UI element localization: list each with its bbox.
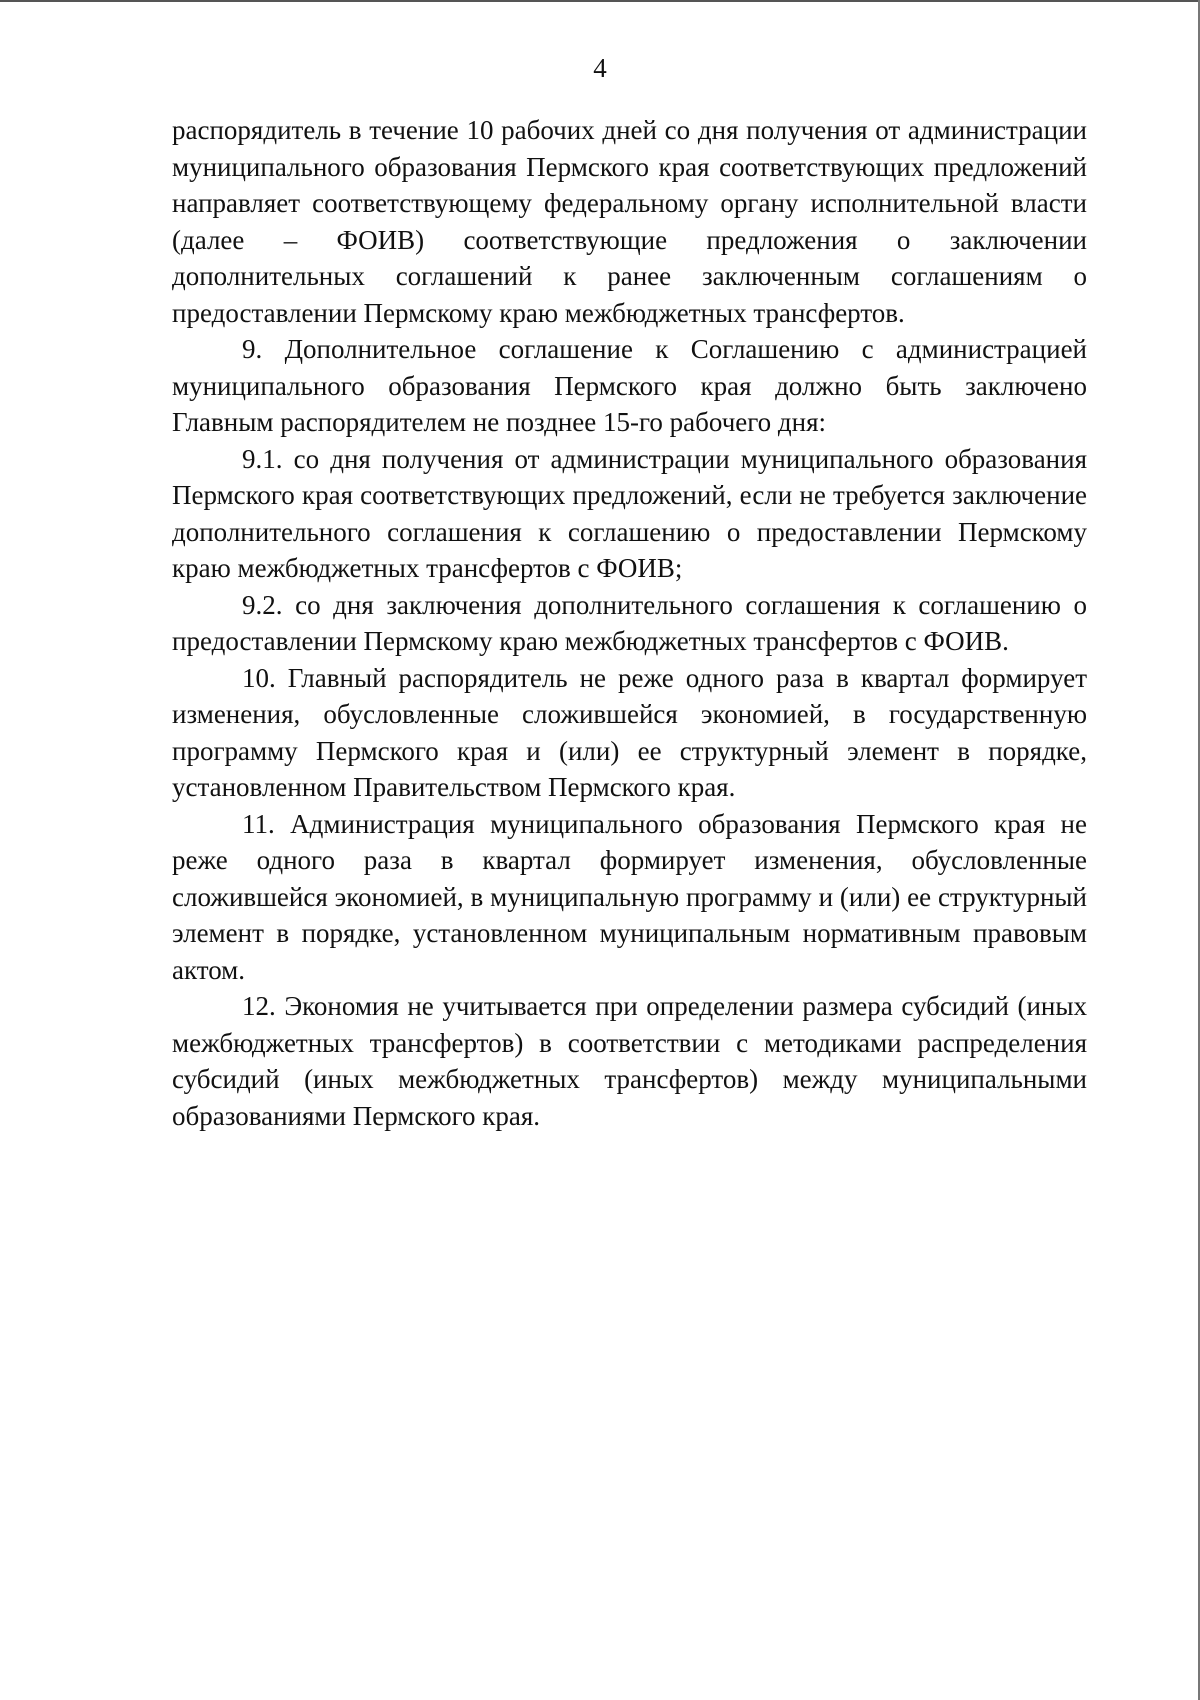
document-body (172, 112, 1087, 1134)
paragraph-11: 11. Администрация муниципального образования Пермского края не реже одного раза в квартал формирует изменения, обусловленные сложившейся экономией, в муниципальную программу и (или) ее структурный элемент в порядке, установленном муниципальным нормативным правовым актом. (172, 808, 1087, 985)
paragraph-9: 9. Дополнительное соглашение к Соглашению с администрацией муниципального образования Пермского края должно быть заключено Главным распорядителем не позднее 15-го рабочего дня: (172, 334, 1087, 437)
paragraph-continuation: распорядитель в течение 10 рабочих дней со дня получения от администрации муниципального образования Пермского края соответствующих предложений направляет соответствующему федеральному органу исполнительной власти (далее – ФОИВ) соответствующие предложения о заключении дополнительных соглашений к ранее заключенным соглашениям о предоставлении Пермскому краю межбюджетных трансфертов. (172, 115, 1087, 328)
paragraph-10: 10. Главный распорядитель не реже одного раза в квартал формирует изменения, обусловленные сложившейся экономией, в государственную программу Пермского края и (или) ее структурный элемент в порядке, установленном Правительством Пермского края. (172, 662, 1087, 802)
paragraph-12: 12. Экономия не учитывается при определении размера субсидий (иных межбюджетных трансфертов) в соответствии с методиками распределения субсидий (иных межбюджетных трансфертов) между муниципальными образованиями Пермского края. (172, 991, 1087, 1131)
paragraph-9-1: 9.1. со дня получения от администрации муниципального образования Пермского края соответствующих предложений, если не требуется заключение дополнительного соглашения к соглашению о предоставлении Пермскому краю межбюджетных трансфертов с ФОИВ; (172, 443, 1087, 583)
page-number: 4 (593, 53, 607, 83)
paragraph-9-2: 9.2. со дня заключения дополнительного соглашения к соглашению о предоставлении Пермскому краю межбюджетных трансфертов с ФОИВ. (172, 589, 1087, 656)
scan-border-top (0, 0, 1200, 2)
